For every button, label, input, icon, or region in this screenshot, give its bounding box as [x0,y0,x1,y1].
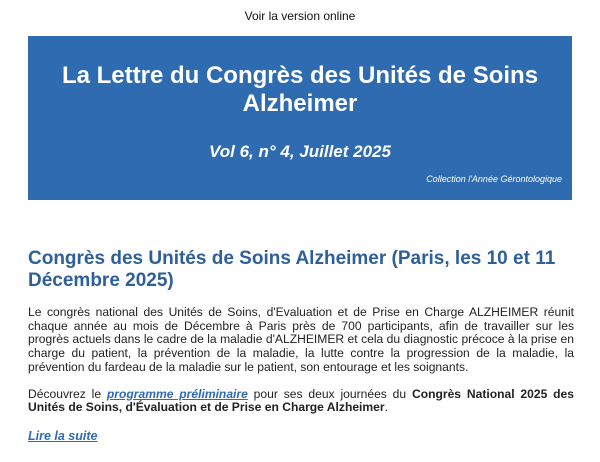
program-text-before: Découvrez le [28,386,107,401]
collection-label: Collection l'Année Gérontologique [426,174,562,184]
program-paragraph [28,388,574,415]
program-link[interactable]: programme préliminaire [106,386,248,401]
issue-volume: Vol 6, n° 4, Juillet 2025 [209,142,391,161]
congress-name: Congrès National 2025 des Unités de Soins, d'Évaluation et de Prise en Charge Alzheimer [28,386,574,415]
article-intro-paragraph: Le congrès national des Unités de Soins, d'Evaluation et de Prise en Charge ALZHEIMER réunit chaque année au mois de Décembre à Paris près de 700 participants, afin de travailler sur les progrès actuels dans le cadre de la maladie d'ALZHEIMER et cela du diagnostic précoce à la prise en charge du patient, la prévention de la maladie, la lutte contre la progression de la maladie, la prévention du fardeau de la maladie sur le patient, son entourage et les soignants. [28,305,574,374]
read-more-link[interactable]: Lire la suite [28,428,98,443]
view-online-link[interactable]: Voir la version online [244,9,356,23]
article-title: Congrès des Unités de Soins Alzheimer (Paris, les 10 et 11 Décembre 2025) [28,248,556,291]
newsletter-title: La Lettre du Congrès des Unités de Soins Alzheimer [61,62,539,117]
program-text-end: . [384,400,388,415]
online-version-bar [0,0,600,23]
program-text-middle: pour ses deux journées du [247,386,412,401]
article-section [28,248,574,445]
newsletter-header [28,36,572,200]
